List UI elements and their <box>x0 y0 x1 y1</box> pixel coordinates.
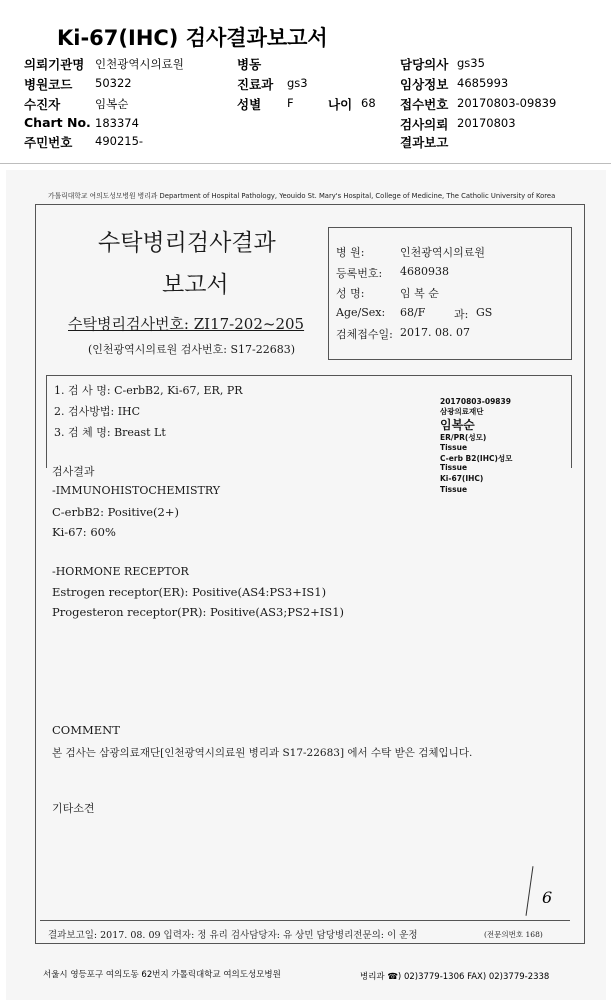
sticker-lab: 삼광의료재단 <box>440 407 484 416</box>
hospital-department-line: 가톨릭대학교 여의도성모병원 병리과 Department of Hospital Pathology, Yeouido St. Mary's Hospital, College of Medicine, The Catholic University of Korea <box>48 192 556 200</box>
pb-dept: GS <box>476 306 493 319</box>
reference-number: (인천광역시의료원 검사번호: S17-22683) <box>88 343 296 356</box>
chart-no-label: Chart No. <box>24 115 91 130</box>
signature: 6 <box>542 888 553 907</box>
age-label: 나이 <box>328 97 353 112</box>
pb-received: 2017. 08. 07 <box>400 326 470 339</box>
requesting-org-value: 인천광역시의료원 <box>95 57 184 71</box>
result-cerbb2: C-erbB2: Positive(2+) <box>52 505 179 519</box>
pb-agesex: 68/F <box>400 306 426 319</box>
sticker-test-2: C-erb B2(IHC)성모 <box>440 454 513 463</box>
request-number: 수탁병리검사번호: ZI17-202~205 <box>68 315 305 333</box>
patient-label: 수진자 <box>24 97 61 112</box>
hospital-code-label: 병원코드 <box>24 77 73 92</box>
scan-subtitle: 보고서 <box>162 272 229 298</box>
requesting-org-label: 의뢰기관명 <box>24 57 85 72</box>
pb-received-label: 검체접수일: <box>336 328 393 341</box>
doctor-value: gs35 <box>457 56 485 70</box>
pb-hospital-label: 병 원: <box>336 246 365 259</box>
comment-text: 본 검사는 삼광의료재단[인천광역시의료원 병리과 S17-22683] 에서 수탁 받은 검체입니다. <box>52 747 473 759</box>
dept-label: 진료과 <box>237 77 274 92</box>
sticker-specimen-3: Tissue <box>440 485 468 494</box>
scan-title: 수탁병리검사결과 <box>98 230 276 256</box>
clinical-info-label: 임상정보 <box>400 77 449 92</box>
request-date-label: 검사의뢰 <box>400 117 449 132</box>
sex-value: F <box>287 96 294 110</box>
request-item-2: 2. 검사방법: IHC <box>54 405 141 418</box>
hospital-address: 서울시 영등포구 여의도동 62번지 가톨릭대학교 여의도성모병원 <box>43 970 281 980</box>
request-date-value: 20170803 <box>457 116 516 130</box>
result-ki67: Ki-67: 60% <box>52 525 116 539</box>
pb-agesex-label: Age/Sex: <box>336 306 386 319</box>
report-footer: 결과보고일: 2017. 08. 09 입력자: 정 유리 검사담당자: 유 상민 담당병리전문의: 이 운정 <box>48 930 418 941</box>
sticker-test-1: ER/PR(성모) <box>440 433 487 442</box>
resident-no-label: 주민번호 <box>24 135 73 150</box>
hospital-code-value: 50322 <box>95 76 132 90</box>
result-er: Estrogen receptor(ER): Positive(AS4:PS3+IS1) <box>52 585 327 599</box>
patient-value: 임복순 <box>95 97 129 111</box>
pb-hospital: 인천광역시의료원 <box>400 246 486 259</box>
clinical-info-value: 4685993 <box>457 76 509 90</box>
receipt-no-label: 접수번호 <box>400 97 449 112</box>
header-divider <box>0 163 611 164</box>
hormone-receptor-heading: -HORMONE RECEPTOR <box>52 565 189 578</box>
pb-name: 임 복 순 <box>400 287 439 300</box>
comment-heading: COMMENT <box>52 723 120 737</box>
sex-label: 성별 <box>237 97 262 112</box>
resident-no-value: 490215- <box>95 134 144 148</box>
age-value: 68 <box>361 96 376 110</box>
chart-no-value: 183374 <box>95 116 139 130</box>
result-report-label: 결과보고 <box>400 135 449 150</box>
request-item-3: 3. 검 체 명: Breast Lt <box>54 426 166 439</box>
footer-divider <box>40 920 570 921</box>
sticker-test-3: Ki-67(IHC) <box>440 474 484 483</box>
pb-reg-no: 4680938 <box>400 265 449 278</box>
request-item-1: 1. 검 사 명: C-erbB2, Ki-67, ER, PR <box>54 384 243 397</box>
department-contact: 병리과 ☎) 02)3779-1306 FAX) 02)3779-2338 <box>360 972 550 982</box>
ihc-heading: -IMMUNOHISTOCHEMISTRY <box>52 484 221 497</box>
doctor-label: 담당의사 <box>400 57 449 72</box>
pb-reg-label: 등록번호: <box>336 267 383 280</box>
results-heading: 검사결과 <box>52 465 95 478</box>
sticker-receipt-no: 20170803-09839 <box>440 397 511 406</box>
ward-label: 병동 <box>237 57 262 72</box>
pb-dept-label: 과: <box>454 308 469 321</box>
pb-name-label: 성 명: <box>336 287 365 300</box>
sticker-patient-name: 임복순 <box>440 418 475 432</box>
sticker-specimen-2: Tissue <box>440 463 468 472</box>
sticker-specimen-1: Tissue <box>440 443 468 452</box>
dept-value: gs3 <box>287 76 308 90</box>
report-title: Ki-67(IHC) 검사결과보고서 <box>57 26 328 50</box>
receipt-no-value: 20170803-09839 <box>457 96 557 110</box>
other-findings: 기타소견 <box>52 802 95 815</box>
license-number: (전문의번호 168) <box>484 930 543 939</box>
result-pr: Progesteron receptor(PR): Positive(AS3;PS2+IS1) <box>52 605 345 619</box>
